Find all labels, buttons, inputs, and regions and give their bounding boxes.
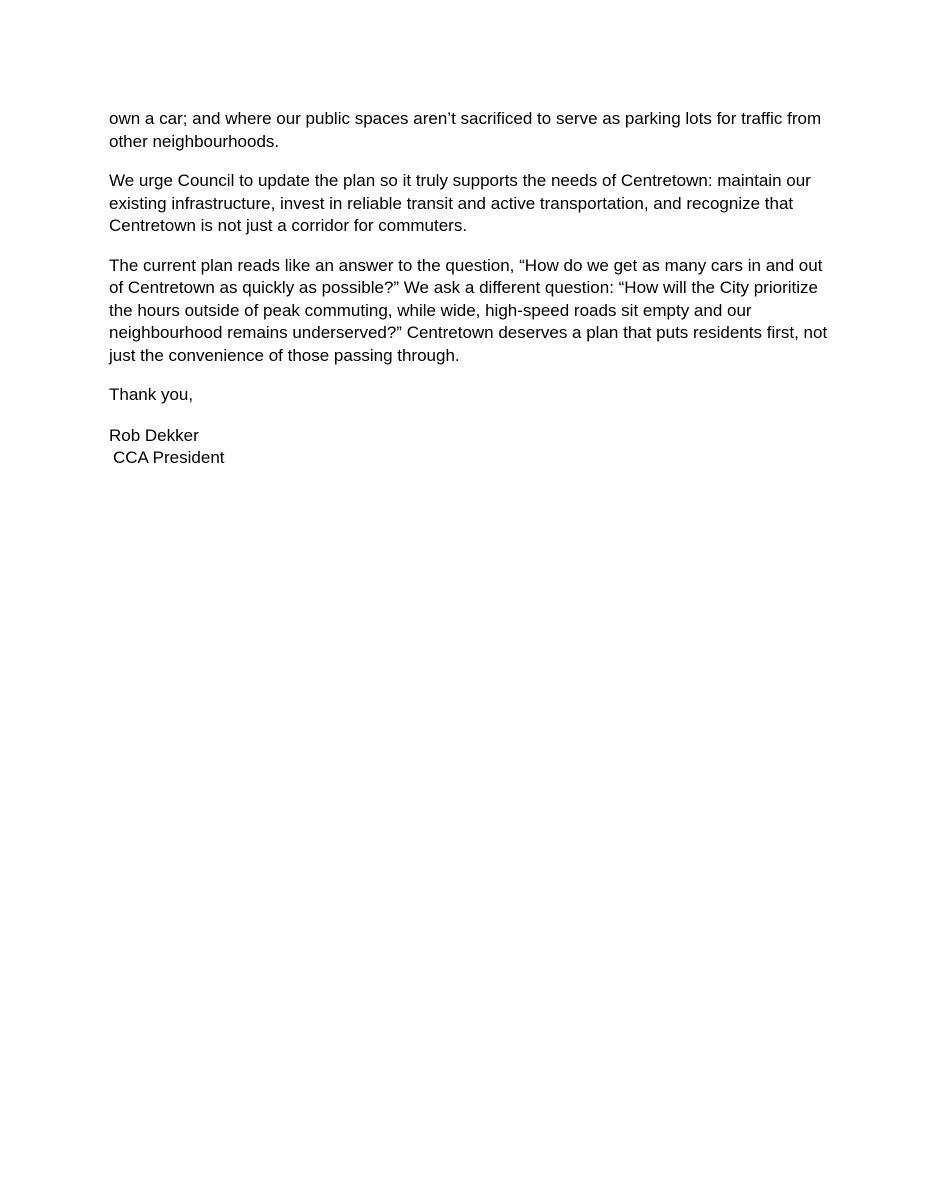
paragraph-3: The current plan reads like an answer to the question, “How do we get as many cars in and out of Centretown as quickly as possible?” We ask a different question: “How will the City prioritize the hours outside of peak commuting, while wide, high-speed roads sit empty and our neighbourhood remains underserved?” Centretown deserves a plan that puts residents first, not just the convenience of those passing through. (109, 255, 828, 365)
paragraph-2: We urge Council to update the plan so it truly supports the needs of Centretown: maintain our existing infrastructure, invest in reliable transit and active transportation, and recognize that Centretown is not just a corridor for commuters. (109, 171, 811, 235)
signature-title: CCA President (113, 448, 225, 467)
letter-body (109, 108, 829, 470)
closing-line: Thank you, (109, 385, 194, 404)
paragraph-1: own a car; and where our public spaces aren’t sacrificed to serve as parking lots for traffic from other neighbourhoods. (109, 109, 822, 151)
signature-name: Rob Dekker (109, 425, 199, 445)
